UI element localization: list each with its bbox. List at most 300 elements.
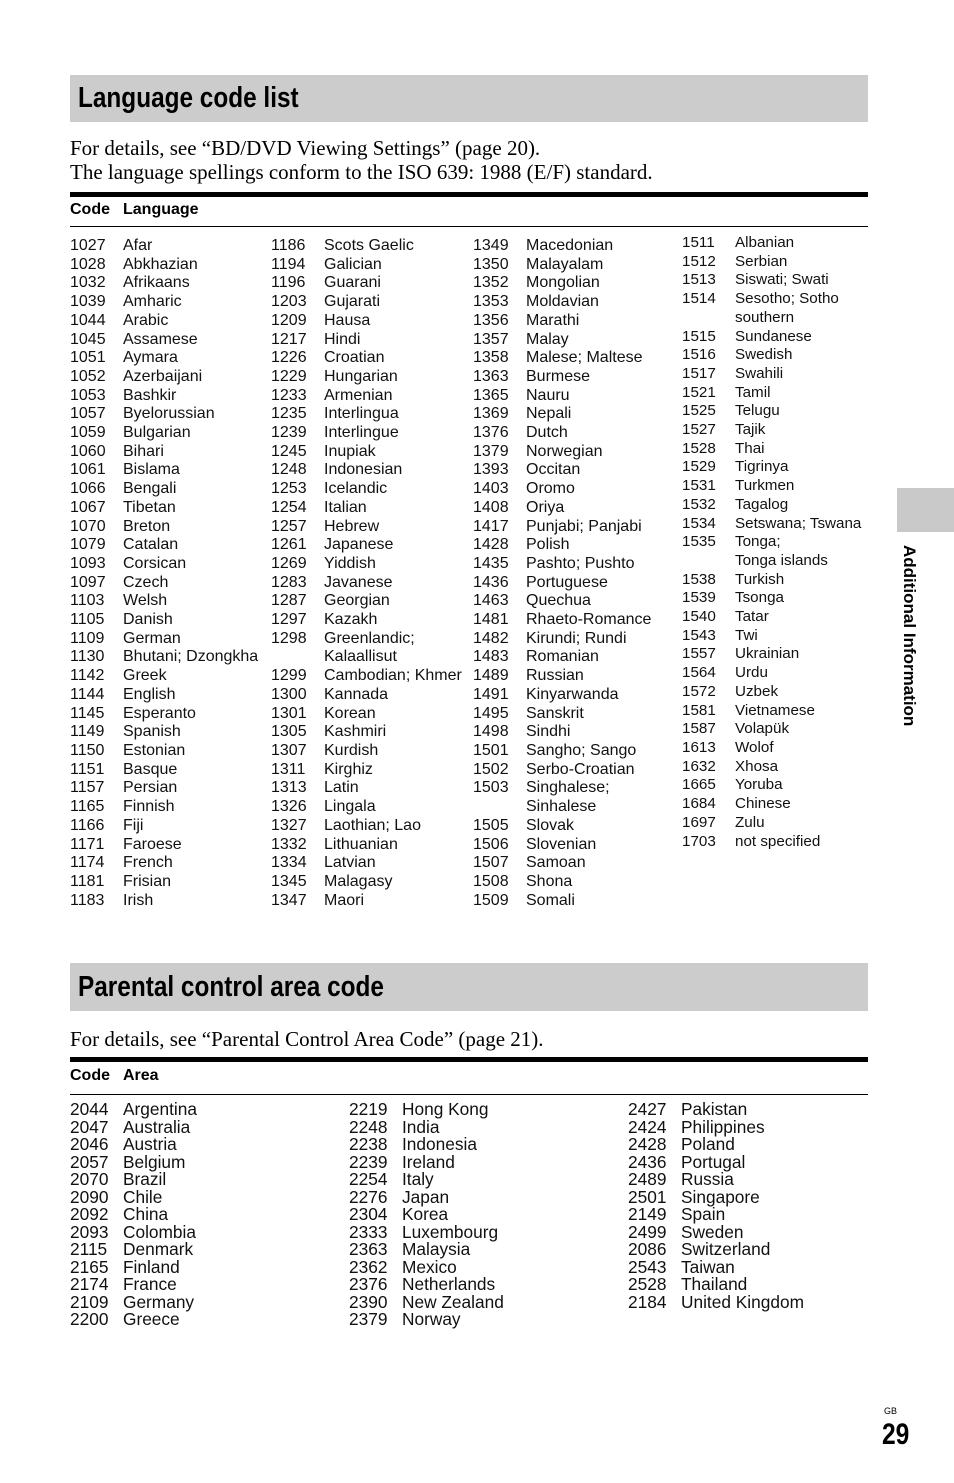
- area-code: 2165: [70, 1256, 109, 1277]
- language-name: Tatar: [735, 608, 769, 626]
- language-name: Oromo: [526, 480, 575, 498]
- language-name: Oriya: [526, 498, 565, 516]
- language-name: Telugu: [735, 402, 780, 420]
- language-name: Singhalese;: [526, 779, 610, 797]
- language-name: Arabic: [123, 311, 169, 329]
- area-name: Philippines: [681, 1116, 765, 1137]
- language-entry: [682, 458, 861, 477]
- area-name: Malaysia: [402, 1239, 471, 1259]
- area-code: 2501: [628, 1186, 667, 1207]
- area-name: Italy: [402, 1169, 434, 1189]
- language-code: 1352: [473, 274, 509, 292]
- language-name: Turkish: [735, 570, 785, 588]
- area-entry: [349, 1171, 504, 1189]
- language-name: Tonga;: [735, 533, 781, 551]
- language-name: Setswana; Tswana: [735, 514, 862, 532]
- language-code: 1248: [271, 461, 307, 479]
- language-name: Kinyarwanda: [526, 685, 619, 703]
- language-code: 1428: [473, 536, 509, 554]
- language-code: 1044: [70, 311, 106, 329]
- language-code: 1299: [271, 667, 307, 685]
- language-entry: [682, 739, 861, 758]
- language-name: Yiddish: [324, 554, 376, 572]
- language-entry: [271, 312, 462, 331]
- language-entry: [473, 779, 651, 798]
- language-code: 1209: [271, 311, 307, 329]
- section-title: Language code list: [78, 82, 299, 114]
- language-entry: [271, 574, 462, 593]
- language-code: 1311: [271, 760, 306, 778]
- language-name: Sindhi: [526, 723, 571, 741]
- language-code: 1403: [473, 480, 509, 498]
- language-name: Galician: [324, 255, 382, 273]
- language-entry: [473, 873, 651, 892]
- language-entry-continuation: [682, 552, 861, 571]
- language-name-continued: Sinhalese: [526, 798, 597, 816]
- language-name: Armenian: [324, 386, 393, 404]
- language-name: Greenlandic;: [324, 629, 415, 647]
- language-column-2: [271, 237, 462, 910]
- language-entry: [473, 761, 651, 780]
- language-entry: [70, 723, 258, 742]
- area-code: 2543: [628, 1256, 667, 1277]
- language-entry: [70, 817, 258, 836]
- area-code: 2363: [349, 1239, 388, 1259]
- table-top-rule: [70, 1057, 868, 1062]
- language-name: Russian: [526, 667, 584, 685]
- language-name: Swedish: [735, 346, 793, 364]
- language-code: 1363: [473, 367, 509, 385]
- language-code: 1226: [271, 349, 307, 367]
- area-code: 2276: [349, 1186, 388, 1207]
- language-code: 1334: [271, 854, 307, 872]
- language-code: 1053: [70, 386, 106, 404]
- language-name: Polish: [526, 536, 570, 554]
- language-entry: [271, 742, 462, 761]
- area-code: 2436: [628, 1151, 667, 1172]
- language-entry: [70, 331, 258, 350]
- language-code: 1070: [70, 517, 106, 535]
- language-name: not specified: [735, 832, 821, 850]
- language-entry: [271, 705, 462, 724]
- language-code: 1028: [70, 255, 106, 273]
- language-code: 1525: [682, 402, 716, 420]
- language-entry: [682, 608, 861, 627]
- area-code: 2047: [70, 1116, 109, 1137]
- language-entry: [70, 854, 258, 873]
- area-name: Norway: [402, 1309, 461, 1329]
- area-entry: [70, 1101, 197, 1119]
- language-name: Bulgarian: [123, 424, 191, 442]
- language-code: 1194: [271, 255, 306, 273]
- language-entry: [271, 611, 462, 630]
- language-name: Urdu: [735, 664, 768, 682]
- area-name: Hong Kong: [402, 1099, 489, 1119]
- language-entry: [473, 836, 651, 855]
- language-code: 1489: [473, 667, 509, 685]
- language-name: Hindi: [324, 330, 361, 348]
- language-code: 1540: [682, 608, 716, 626]
- language-name: Amharic: [123, 293, 182, 311]
- language-code: 1283: [271, 573, 307, 591]
- language-code: 1057: [70, 405, 106, 423]
- language-code: 1365: [473, 386, 509, 404]
- language-entry: [271, 873, 462, 892]
- column-header-area: Area: [123, 1067, 159, 1084]
- language-entry: [473, 555, 651, 574]
- language-code: 1557: [682, 645, 716, 663]
- area-name: Taiwan: [681, 1256, 735, 1277]
- language-code: 1233: [271, 386, 307, 404]
- language-entry: [70, 873, 258, 892]
- language-entry: [682, 645, 861, 664]
- language-entry: [682, 683, 861, 702]
- language-name: Lithuanian: [324, 835, 398, 853]
- language-entry: [70, 424, 258, 443]
- language-entry: [70, 368, 258, 387]
- section-heading-bar: [70, 963, 868, 1011]
- area-name: Switzerland: [681, 1239, 771, 1259]
- language-code: 1417: [473, 517, 509, 535]
- language-code: 1150: [70, 741, 105, 759]
- area-name: Indonesia: [402, 1134, 477, 1154]
- language-code: 1529: [682, 458, 716, 476]
- language-entry: [70, 405, 258, 424]
- area-code: 2046: [70, 1134, 109, 1154]
- section-intro: [70, 136, 653, 184]
- language-code: 1349: [473, 237, 509, 254]
- table-header: [70, 1067, 159, 1085]
- language-name: Tamil: [735, 383, 771, 401]
- language-code: 1079: [70, 536, 106, 554]
- language-name: Sesotho; Sotho: [735, 290, 839, 308]
- language-name: Macedonian: [526, 237, 614, 254]
- area-name: Denmark: [123, 1239, 194, 1259]
- language-code: 1483: [473, 648, 509, 666]
- section-title: Parental control area code: [78, 971, 384, 1003]
- language-name: Hungarian: [324, 367, 398, 385]
- area-code: 2528: [628, 1274, 667, 1294]
- language-entry: [473, 686, 651, 705]
- language-name: Interlingua: [324, 405, 399, 423]
- language-code: 1356: [473, 311, 509, 329]
- language-code: 1032: [70, 274, 106, 292]
- language-name: Tagalog: [735, 495, 789, 513]
- language-code: 1491: [473, 685, 509, 703]
- area-code: 2200: [70, 1309, 109, 1329]
- area-code: 2254: [349, 1169, 388, 1189]
- language-entry: [682, 346, 861, 365]
- language-entry: [70, 592, 258, 611]
- area-name: Luxembourg: [402, 1221, 499, 1242]
- area-name: Greece: [123, 1309, 180, 1329]
- language-code: 1528: [682, 439, 716, 457]
- language-name: Yoruba: [735, 776, 783, 794]
- language-entry: [473, 592, 651, 611]
- language-code: 1149: [70, 723, 105, 741]
- language-code: 1298: [271, 629, 307, 647]
- language-entry: [682, 271, 861, 290]
- language-name: French: [123, 854, 173, 872]
- language-entry: [682, 515, 861, 534]
- language-entry: [70, 443, 258, 462]
- language-name: Volapük: [735, 720, 790, 738]
- area-code: 2238: [349, 1134, 388, 1154]
- language-entry: [473, 705, 651, 724]
- area-name: Germany: [123, 1291, 195, 1312]
- language-name: Czech: [123, 573, 169, 591]
- language-code: 1253: [271, 480, 307, 498]
- language-code: 1684: [682, 795, 716, 813]
- language-entry: [271, 667, 462, 686]
- language-entry: [70, 349, 258, 368]
- language-name: Malagasy: [324, 872, 393, 890]
- language-code: 1254: [271, 498, 307, 516]
- language-name: Mongolian: [526, 274, 600, 292]
- language-name-continued: Kalaallisut: [324, 648, 397, 666]
- language-code: 1408: [473, 498, 509, 516]
- language-code: 1145: [70, 704, 105, 722]
- language-code: 1350: [473, 255, 509, 273]
- area-code: 2489: [628, 1169, 667, 1189]
- area-name: Singapore: [681, 1186, 760, 1207]
- language-code: 1103: [70, 592, 105, 610]
- language-entry: [271, 424, 462, 443]
- language-entry: [473, 480, 651, 499]
- language-entry: [70, 892, 258, 911]
- language-entry: [271, 536, 462, 555]
- language-code: 1300: [271, 685, 307, 703]
- language-entry: [682, 627, 861, 646]
- area-name: Brazil: [123, 1169, 167, 1189]
- area-code: 2044: [70, 1099, 109, 1119]
- language-name: Rhaeto-Romance: [526, 611, 652, 629]
- chapter-side-tab: [897, 488, 954, 532]
- language-code: 1066: [70, 480, 106, 498]
- language-name: Zulu: [735, 813, 765, 831]
- intro-line: For details, see “BD/DVD Viewing Settings” (page 20).: [70, 136, 541, 160]
- area-code: 2239: [349, 1151, 388, 1172]
- language-name: German: [123, 629, 181, 647]
- language-code: 1261: [271, 536, 307, 554]
- language-entry: [70, 461, 258, 480]
- language-entry: [271, 686, 462, 705]
- language-entry: [682, 776, 861, 795]
- language-name: Malayalam: [526, 255, 604, 273]
- area-name: Chile: [123, 1186, 163, 1207]
- language-name: Javanese: [324, 573, 393, 591]
- area-entry: [628, 1101, 804, 1119]
- language-entry: [271, 368, 462, 387]
- language-entry: [682, 440, 861, 459]
- intro-line: The language spellings conform to the ISO 639: 1988 (E/F) standard.: [70, 160, 653, 184]
- language-entry: [682, 814, 861, 833]
- language-name: Japanese: [324, 536, 394, 554]
- area-entry: [628, 1136, 804, 1154]
- language-name: Chinese: [735, 795, 791, 813]
- language-code: 1508: [473, 872, 509, 890]
- area-code: 2248: [349, 1116, 388, 1137]
- language-name: Scots Gaelic: [324, 237, 414, 254]
- language-entry: [473, 368, 651, 387]
- language-name: Bengali: [123, 480, 177, 498]
- language-entry: [682, 253, 861, 272]
- area-name: Sweden: [681, 1221, 744, 1242]
- area-code: 2174: [70, 1274, 109, 1294]
- language-code: 1513: [682, 271, 716, 289]
- language-entry: [682, 290, 861, 309]
- language-code: 1347: [271, 891, 307, 909]
- chapter-side-label: Additional Information: [900, 545, 919, 727]
- language-entry: [70, 555, 258, 574]
- language-code: 1516: [682, 346, 716, 364]
- area-code: 2333: [349, 1221, 388, 1242]
- language-name: Kirghiz: [324, 760, 373, 778]
- area-entry: [70, 1241, 197, 1259]
- language-name: Siswati; Swati: [735, 271, 829, 289]
- area-entry: [349, 1311, 504, 1329]
- area-name: Spain: [681, 1204, 726, 1224]
- language-code: 1538: [682, 570, 716, 588]
- language-entry: [70, 574, 258, 593]
- language-entry: [271, 331, 462, 350]
- language-name: Danish: [123, 611, 173, 629]
- language-code: 1326: [271, 798, 307, 816]
- language-column-3: [473, 237, 651, 910]
- language-name: Bislama: [123, 461, 180, 479]
- language-name: Faroese: [123, 835, 182, 853]
- language-name: Portuguese: [526, 573, 608, 591]
- area-name: China: [123, 1204, 169, 1224]
- language-entry: [682, 571, 861, 590]
- language-entry: [682, 496, 861, 515]
- language-code: 1353: [473, 293, 509, 311]
- area-code: 2086: [628, 1239, 667, 1259]
- language-name: Albanian: [735, 234, 795, 251]
- language-code: 1144: [70, 685, 105, 703]
- language-code: 1502: [473, 760, 509, 778]
- area-entry: [628, 1171, 804, 1189]
- area-code: 2427: [628, 1099, 667, 1119]
- language-name: Fiji: [123, 816, 144, 834]
- language-code: 1051: [70, 349, 106, 367]
- language-name: Estonian: [123, 741, 186, 759]
- language-code: 1307: [271, 741, 307, 759]
- language-name: Gujarati: [324, 293, 381, 311]
- language-code: 1531: [682, 477, 716, 495]
- language-code: 1703: [682, 832, 716, 850]
- language-entry: [682, 664, 861, 683]
- column-header-code: Code: [70, 201, 110, 218]
- language-entry: [70, 648, 258, 667]
- language-code: 1507: [473, 854, 509, 872]
- language-code: 1498: [473, 723, 509, 741]
- table-header: [70, 201, 199, 219]
- language-code: 1257: [271, 517, 307, 535]
- language-code: 1196: [271, 274, 306, 292]
- language-entry: [682, 234, 861, 253]
- language-entry: [682, 402, 861, 421]
- language-code: 1269: [271, 554, 307, 572]
- language-code: 1245: [271, 442, 307, 460]
- language-entry: [271, 836, 462, 855]
- language-code: 1229: [271, 367, 307, 385]
- area-column-3: [628, 1101, 804, 1311]
- language-code: 1061: [70, 461, 106, 479]
- language-code: 1697: [682, 813, 716, 831]
- area-entry: [70, 1206, 197, 1224]
- area-name: Argentina: [123, 1099, 197, 1119]
- language-name: Tajik: [735, 421, 766, 439]
- language-name: Byelorussian: [123, 405, 215, 423]
- language-entry: [682, 328, 861, 347]
- language-name: Interlingue: [324, 424, 399, 442]
- language-entry: [473, 518, 651, 537]
- language-entry: [271, 499, 462, 518]
- language-name: Breton: [123, 517, 171, 535]
- area-entry: [70, 1136, 197, 1154]
- language-column-1: [70, 237, 258, 910]
- language-code: 1109: [70, 629, 105, 647]
- language-name: Croatian: [324, 349, 385, 367]
- language-code: 1505: [473, 816, 509, 834]
- language-entry: [473, 461, 651, 480]
- language-name: Kirundi; Rundi: [526, 629, 627, 647]
- language-entry: [70, 387, 258, 406]
- language-entry: [473, 237, 651, 256]
- language-code: 1045: [70, 330, 106, 348]
- language-code: 1183: [70, 891, 105, 909]
- language-name: Kannada: [324, 685, 389, 703]
- language-name: English: [123, 685, 176, 703]
- language-entry: [473, 274, 651, 293]
- language-name: Maori: [324, 891, 365, 909]
- area-code: 2057: [70, 1151, 109, 1172]
- region-marker: GB: [884, 1406, 898, 1416]
- language-code: 1151: [70, 760, 105, 778]
- language-entry: [473, 854, 651, 873]
- language-name: Dutch: [526, 424, 568, 442]
- language-code: 1534: [682, 514, 716, 532]
- area-code: 2184: [628, 1291, 667, 1312]
- area-entry: [70, 1311, 197, 1329]
- language-entry: [682, 833, 861, 852]
- language-code-spacer: [271, 648, 324, 667]
- language-name: Basque: [123, 760, 178, 778]
- language-code: 1393: [473, 461, 509, 479]
- language-name: Azerbaijani: [123, 367, 203, 385]
- language-entry: [682, 758, 861, 777]
- language-entry: [682, 365, 861, 384]
- language-entry: [271, 461, 462, 480]
- language-entry: [271, 293, 462, 312]
- language-entry: [271, 798, 462, 817]
- language-entry: [70, 536, 258, 555]
- language-entry: [271, 443, 462, 462]
- area-entry: [628, 1206, 804, 1224]
- language-name: Cambodian; Khmer: [324, 667, 462, 685]
- area-code: 2070: [70, 1169, 109, 1189]
- area-code: 2499: [628, 1221, 667, 1242]
- language-entry: [271, 854, 462, 873]
- language-name: Abkhazian: [123, 255, 198, 273]
- language-code: 1345: [271, 872, 307, 890]
- language-name: Shona: [526, 872, 573, 890]
- language-name: Hausa: [324, 311, 371, 329]
- language-entry: [70, 499, 258, 518]
- language-entry: [682, 533, 861, 552]
- language-code: 1039: [70, 293, 106, 311]
